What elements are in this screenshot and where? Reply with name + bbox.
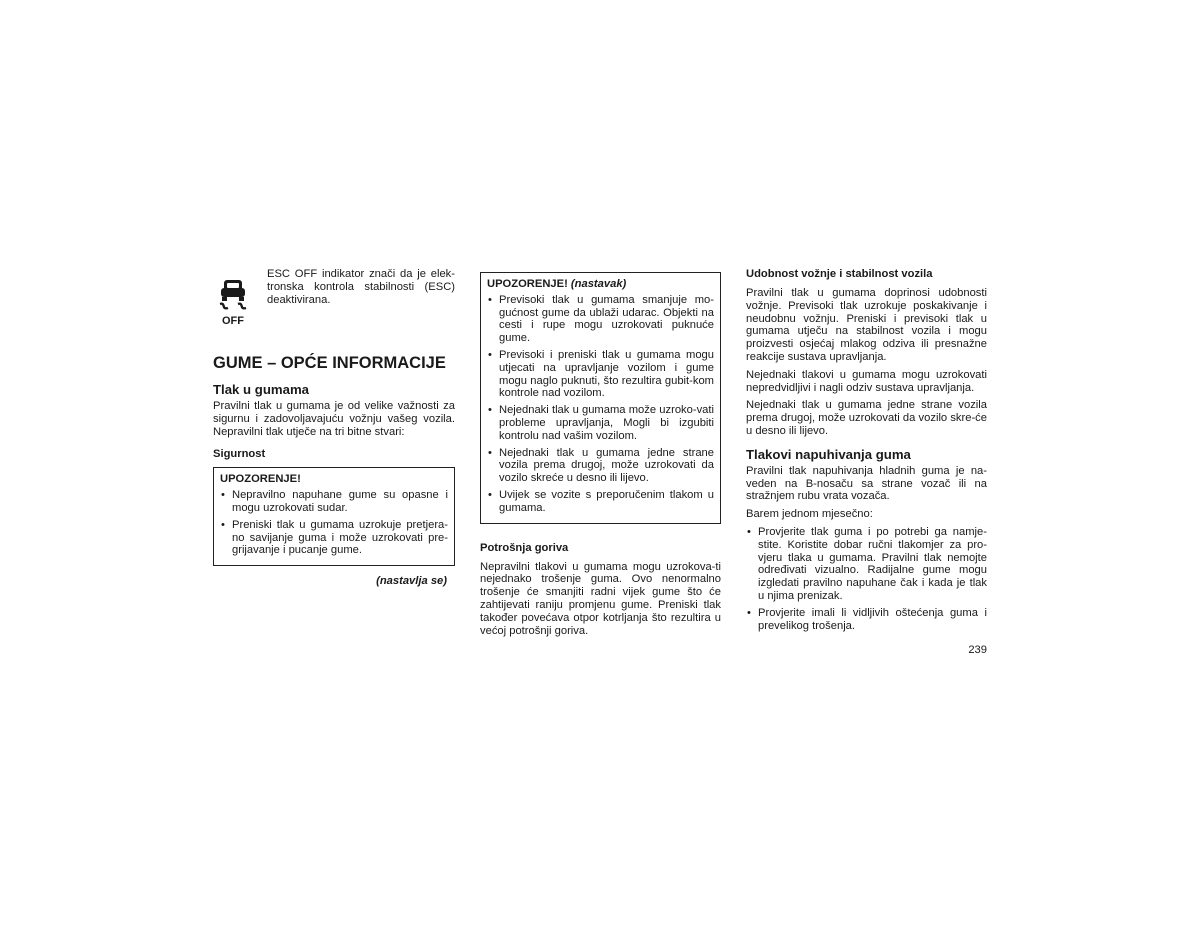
fuel-paragraph: Nepravilni tlakovi u gumama mogu uzrokova-ti nejednako trošenje guma. Ovo nenormalno trošenje će smanjiti radni vijek gume što će zahtijevati raniju promjenu gume. Preniski tlak također povećava otpor kotrljanja što rezultira u većoj potrošnji goriva. — [480, 560, 721, 637]
inflation-paragraph: Barem jednom mjesečno: — [746, 508, 873, 521]
comfort-paragraph: Nejednaki tlak u gumama jedne strane vozila prema drugoj, može uzrokovati da vozilo skre-će u desno ili lijevo. — [746, 399, 987, 437]
comfort-paragraph: Pravilni tlak u gumama doprinosi udobnosti vožnje. Previsoki tlak uzrokuje poskakivanje i neudobnu vožnju. Preniski i previsoki tlak u gumama utječu na stabilnost vozila i mogu proizvesti osjećaj mlakog odziva ili presnažne reakcije sustava upravljanja. — [746, 287, 987, 363]
inflation-paragraph: Pravilni tlak napuhivanja hladnih guma je na-veden na B-nosaču sa strane vozač ili na stražnjem rubu vrata vozača. — [746, 464, 987, 503]
column-middle — [480, 272, 721, 642]
column-right — [746, 268, 987, 636]
warning-title-suffix: (nastavak) — [570, 278, 627, 290]
continued-note: (nastavlja se) — [376, 575, 447, 588]
inflation-item: • Provjerite imali li vidljivih oštećenja guma i prevelikog trošenja. — [746, 607, 987, 633]
warning-item: • Preniski tlak u gumama uzrokuje pretjera-no savijanje guma i može uzrokovati pre-grijavanje i pucanje gume. — [220, 519, 448, 557]
warning-item: • Nejednaki tlak u gumama može uzroko-vati probleme upravljanja, Mogli bi izgubiti kontrolu nad vašim vozilom. — [487, 404, 714, 442]
inflation-title: Tlakovi napuhivanja guma — [746, 446, 911, 462]
esc-off-description: ESC OFF indikator znači da je elek-tronska kontrola stabilnosti (ESC) deaktivirana. — [267, 268, 455, 306]
warning-list — [487, 294, 714, 515]
subtitle-tire-pressure: Tlak u gumama — [213, 382, 310, 397]
warning-box — [213, 467, 455, 566]
comfort-paragraph: Nejednaki tlakovi u gumama mogu uzrokovati nepredvidljivi i nagli odziv sustava upravljanja. — [746, 368, 987, 394]
warning-item: • Previsoki tlak u gumama smanjuje mo-gućnost gume da ublaži udarac. Objekti na cesti i rupe mogu uzrokovati puknuće gume. — [487, 294, 714, 345]
warning-title — [487, 278, 714, 291]
warning-item: • Uvijek se vozite s preporučenim tlakom u gumama. — [487, 489, 714, 515]
intro-paragraph: Pravilni tlak u gumama je od velike važnosti za sigurnu i zadovoljavajuću vožnju vašeg vozila. Nepravilni tlak utječe na tri bitne stvari: — [213, 400, 455, 438]
warning-title-text: UPOZORENJE! — [487, 278, 568, 290]
section-title: GUME – OPĆE INFORMACIJE — [213, 354, 446, 372]
comfort-heading: Udobnost vožnje i stabilnost vozila — [746, 268, 933, 280]
esc-off-icon — [213, 278, 253, 330]
inflation-list — [746, 526, 987, 632]
warning-title: UPOZORENJE! — [220, 473, 301, 486]
esc-indicator-row — [213, 268, 455, 330]
warning-item: • Nepravilno napuhane gume su opasne i mogu uzrokovati sudar. — [220, 489, 448, 515]
column-left — [213, 268, 455, 588]
fuel-heading: Potrošnja goriva — [480, 541, 569, 554]
esc-off-icon-label: OFF — [222, 315, 244, 327]
warning-item: • Previsoki i preniski tlak u gumama mogu utjecati na upravljanje vozilom i gume mogu naglo puknuti, što rezultira gubit-kom kontrole nad vozilom. — [487, 349, 714, 400]
warning-box-continued — [480, 272, 721, 524]
page-number: 239 — [968, 644, 987, 656]
warning-list — [220, 489, 448, 557]
safety-heading: Sigurnost — [213, 448, 266, 461]
inflation-item: • Provjerite tlak guma i po potrebi ga namje-stite. Koristite dobar ručni tlakomjer za pro-vjeru tlaka u gumama. Pravilni tlak nemojte određivati vizualno. Radijalne gume mogu izgledati pravilno napuhane čak i kada je tlak u njima prenizak. — [746, 526, 987, 603]
warning-item: • Nejednaki tlak u gumama jedne strane vozila prema drugoj, može uzrokovati da vozilo skreće u desno ili lijevo. — [487, 447, 714, 485]
